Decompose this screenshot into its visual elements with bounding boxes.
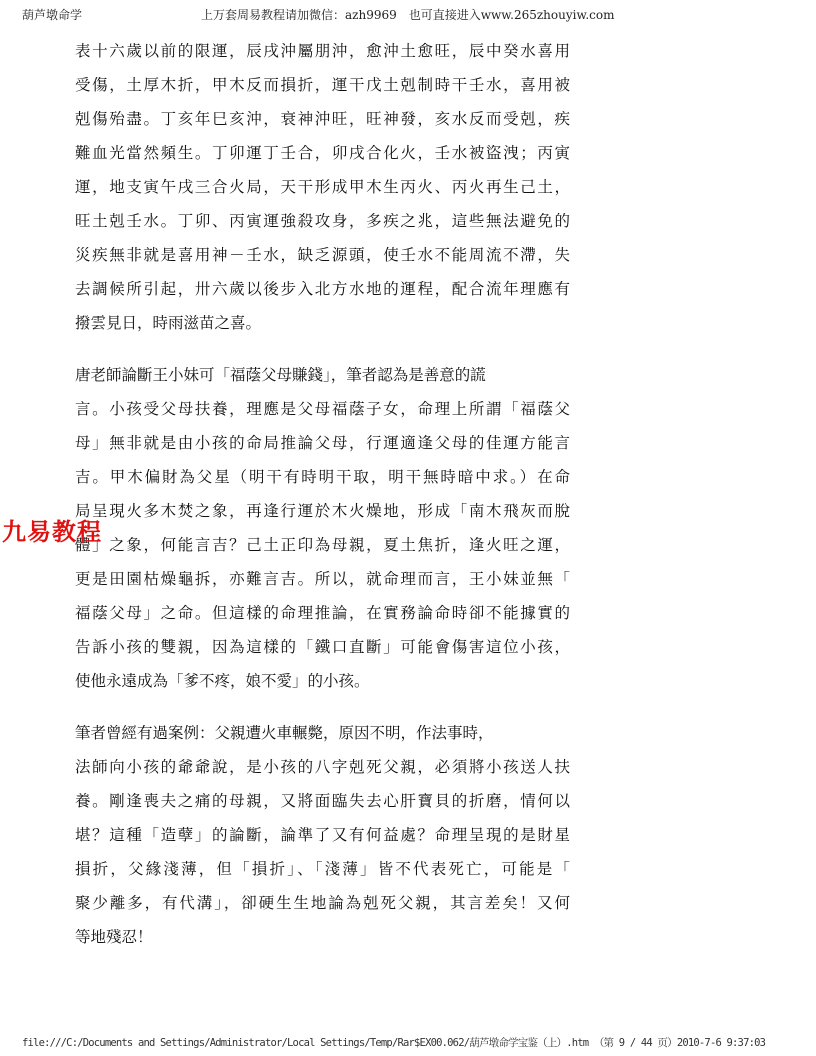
paragraph-1 (75, 34, 570, 340)
header-banner: 上万套周易教程请加微信：azh9969 也可直接进入www.265zhouyiw.com (201, 8, 615, 22)
text-line: 使他永遠成為「爹不疼，娘不愛」的小孩。 (75, 672, 370, 690)
text-line: 告訴小孩的雙親，因為這樣的「鐵口直斷」可能會傷害這位小孩， (75, 638, 570, 656)
text-line: 等地殘忍！ (75, 928, 153, 946)
footer-file-path: file:///C:/Documents and Settings/Administrator/Local Settings/Temp/Rar$EX00.062/葫芦墩命学宝鉴（上）.htm （第 9 / 44 页）2010-7-6 9:37:03 (22, 1037, 766, 1049)
document-body (75, 34, 570, 954)
text-line: 筆者曾經有過案例：父親遭火車輾斃，原因不明，作法事時， (75, 724, 494, 742)
text-line: 難血光當然頻生。丁卯運丁壬合，卯戌合化火，壬水被盜洩；丙寅 (75, 144, 570, 162)
text-line: 運，地支寅午戌三合火局，天干形成甲木生丙火、丙火再生己土， (75, 178, 570, 196)
text-line: 堪？這種「造孽」的論斷，論準了又有何益處？命理呈現的是財星 (75, 826, 570, 844)
text-line: 福蔭父母」之命。但這樣的命理推論，在實務論命時卻不能據實的 (75, 604, 570, 622)
paragraph-gap (75, 698, 570, 716)
text-line: 唐老師論斷王小妹可「福蔭父母賺錢」，筆者認為是善意的謊 (75, 366, 486, 384)
text-line: 法師向小孩的爺爺說，是小孩的八字剋死父親，必須將小孩送人扶 (75, 758, 570, 776)
text-line: 母」無非就是由小孩的命局推論父母，行運適逢父母的佳運方能言 (75, 434, 570, 452)
text-line: 去調候所引起，卅六歲以後步入北方水地的運程，配合流年理應有 (75, 280, 570, 298)
text-line: 受傷，土厚木折，甲木反而損折，運干戊土剋制時干壬水，喜用被 (75, 76, 570, 94)
text-line: 剋傷殆盡。丁亥年巳亥沖，衰神沖旺，旺神發，亥水反而受剋，疾 (75, 110, 570, 128)
text-line: 養。剛逢喪夫之痛的母親，又將面臨失去心肝寶貝的折磨，情何以 (75, 792, 570, 810)
text-line: 更是田園枯燥龜拆，亦難言吉。所以，就命理而言，王小妹並無「 (75, 570, 570, 588)
text-line: 聚少離多，有代溝」，卻硬生生地論為剋死父親，其言差矣！又何 (75, 894, 570, 912)
text-line: 旺土剋壬水。丁卯、丙寅運強殺攻身，多疾之兆，這些無法避免的 (75, 212, 570, 230)
text-line: 言。小孩受父母扶養，理應是父母福蔭子女，命理上所謂「福蔭父 (75, 400, 570, 418)
paragraph-gap (75, 340, 570, 358)
text-line: 局呈現火多木焚之象，再逢行運於木火燥地，形成「南木飛灰而脫 (75, 502, 570, 520)
text-line: 體」之象，何能言吉？己土正印為母親，夏土焦折，逢火旺之運， (75, 536, 570, 554)
text-line: 損折，父緣淺薄，但「損折」、「淺薄」皆不代表死亡，可能是「 (75, 860, 570, 878)
paragraph-2 (75, 358, 570, 698)
text-line: 撥雲見日，時雨滋苗之喜。 (75, 314, 262, 332)
text-line: 災疾無非就是喜用神－壬水，缺乏源頭，使壬水不能周流不滯，失 (75, 246, 570, 264)
watermark-logo: 九易教程 (2, 518, 102, 546)
text-line: 吉。甲木偏財為父星（明干有時明干取，明干無時暗中求。）在命 (75, 468, 570, 486)
header-site-name: 葫芦墩命学 (22, 8, 83, 22)
paragraph-3 (75, 716, 570, 954)
text-line: 表十六歲以前的限運，辰戌沖屬朋沖，愈沖土愈旺，辰中癸水喜用 (75, 42, 570, 60)
